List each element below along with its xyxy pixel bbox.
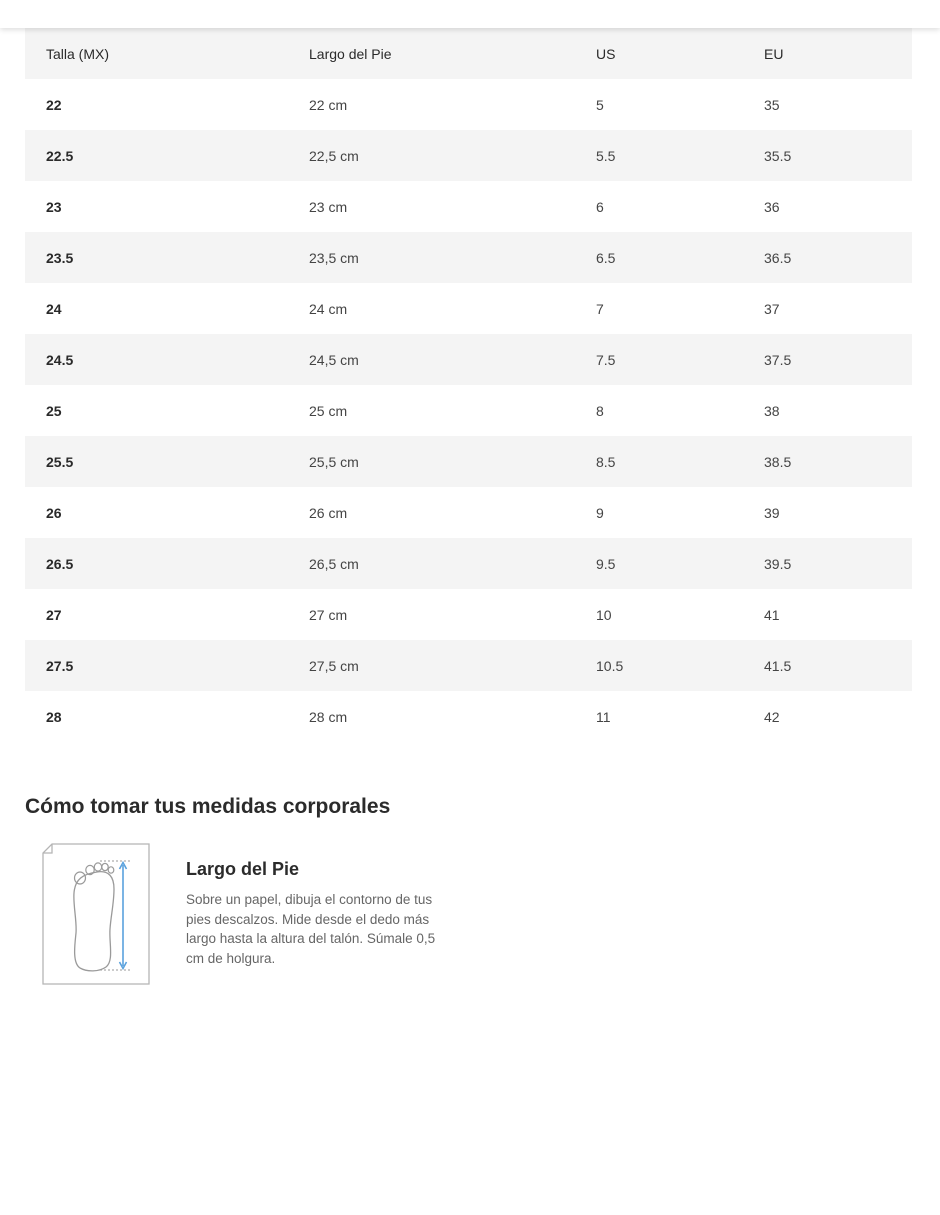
table-row bbox=[25, 385, 912, 436]
cell-us: 7.5 bbox=[596, 334, 764, 385]
top-header-bar bbox=[0, 0, 940, 28]
cell-talla-mx: 22 bbox=[46, 96, 62, 113]
cell-largo-del-pie: 22 cm bbox=[309, 96, 348, 113]
cell-talla-mx: 24 bbox=[46, 300, 62, 317]
table-row bbox=[25, 232, 912, 283]
cell-talla-mx: 27 bbox=[46, 606, 62, 623]
cell-eu: 36.5 bbox=[764, 232, 912, 283]
cell-talla-mx: 28 bbox=[46, 708, 62, 725]
cell-largo-del-pie: 22,5 cm bbox=[309, 130, 596, 181]
cell-largo-del-pie: 24,5 cm bbox=[309, 334, 596, 385]
cell-largo-del-pie: 28 cm bbox=[309, 708, 348, 725]
table-row bbox=[25, 691, 912, 742]
foot-measure-icon bbox=[42, 843, 150, 985]
header-us: US bbox=[596, 20, 764, 79]
cell-us: 10 bbox=[596, 606, 612, 623]
table-row bbox=[25, 487, 912, 538]
table-header-row bbox=[25, 20, 912, 79]
cell-largo-del-pie: 26,5 cm bbox=[309, 538, 596, 589]
cell-us: 6.5 bbox=[596, 232, 764, 283]
cell-us: 5.5 bbox=[596, 130, 764, 181]
cell-us: 8 bbox=[596, 402, 604, 419]
measurement-card-foot-length bbox=[42, 843, 502, 988]
table-row bbox=[25, 538, 912, 589]
header-eu: EU bbox=[764, 20, 912, 79]
table-row bbox=[25, 181, 912, 232]
measurements-section-title: Cómo tomar tus medidas corporales bbox=[25, 795, 391, 818]
cell-largo-del-pie: 27 cm bbox=[309, 606, 348, 623]
cell-eu: 41 bbox=[764, 606, 780, 623]
cell-eu: 35.5 bbox=[764, 130, 912, 181]
cell-us: 11 bbox=[596, 708, 611, 725]
header-largo-del-pie: Largo del Pie bbox=[309, 20, 596, 79]
cell-largo-del-pie: 24 cm bbox=[309, 300, 348, 317]
cell-largo-del-pie: 25 cm bbox=[309, 402, 348, 419]
cell-eu: 38 bbox=[764, 402, 780, 419]
table-row bbox=[25, 640, 912, 691]
cell-talla-mx: 25 bbox=[46, 402, 62, 419]
cell-talla-mx: 26.5 bbox=[25, 538, 309, 589]
cell-largo-del-pie: 23 cm bbox=[309, 198, 348, 215]
cell-eu: 35 bbox=[764, 96, 780, 113]
cell-us: 10.5 bbox=[596, 640, 764, 691]
measurement-text bbox=[186, 859, 456, 968]
cell-talla-mx: 24.5 bbox=[25, 334, 309, 385]
cell-largo-del-pie: 27,5 cm bbox=[309, 640, 596, 691]
cell-talla-mx: 23 bbox=[46, 198, 62, 215]
cell-talla-mx: 25.5 bbox=[25, 436, 309, 487]
table-row bbox=[25, 436, 912, 487]
cell-us: 5 bbox=[596, 96, 604, 113]
size-chart-table bbox=[25, 20, 912, 742]
cell-eu: 36 bbox=[764, 198, 780, 215]
table-row bbox=[25, 283, 912, 334]
cell-eu: 42 bbox=[764, 708, 780, 725]
cell-us: 6 bbox=[596, 198, 604, 215]
cell-talla-mx: 27.5 bbox=[25, 640, 309, 691]
cell-largo-del-pie: 25,5 cm bbox=[309, 436, 596, 487]
cell-eu: 39 bbox=[764, 504, 780, 521]
cell-us: 9.5 bbox=[596, 538, 764, 589]
table-row bbox=[25, 334, 912, 385]
cell-eu: 39.5 bbox=[764, 538, 912, 589]
cell-us: 9 bbox=[596, 504, 604, 521]
measurement-title: Largo del Pie bbox=[186, 859, 300, 879]
cell-eu: 37 bbox=[764, 300, 780, 317]
cell-talla-mx: 22.5 bbox=[25, 130, 309, 181]
cell-eu: 41.5 bbox=[764, 640, 912, 691]
table-row bbox=[25, 79, 912, 130]
measurement-description: Sobre un papel, dibuja el contorno de tus pies descalzos. Mide desde el dedo más largo hasta la altura del talón. Súmale 0,5 cm de holgura. bbox=[186, 892, 436, 966]
cell-largo-del-pie: 26 cm bbox=[309, 504, 348, 521]
cell-us: 8.5 bbox=[596, 436, 764, 487]
cell-talla-mx: 23.5 bbox=[25, 232, 309, 283]
cell-eu: 38.5 bbox=[764, 436, 912, 487]
cell-largo-del-pie: 23,5 cm bbox=[309, 232, 596, 283]
table-row bbox=[25, 130, 912, 181]
cell-eu: 37.5 bbox=[764, 334, 912, 385]
table-row bbox=[25, 589, 912, 640]
cell-us: 7 bbox=[596, 300, 604, 317]
cell-talla-mx: 26 bbox=[46, 504, 62, 521]
header-talla-mx: Talla (MX) bbox=[25, 20, 309, 79]
